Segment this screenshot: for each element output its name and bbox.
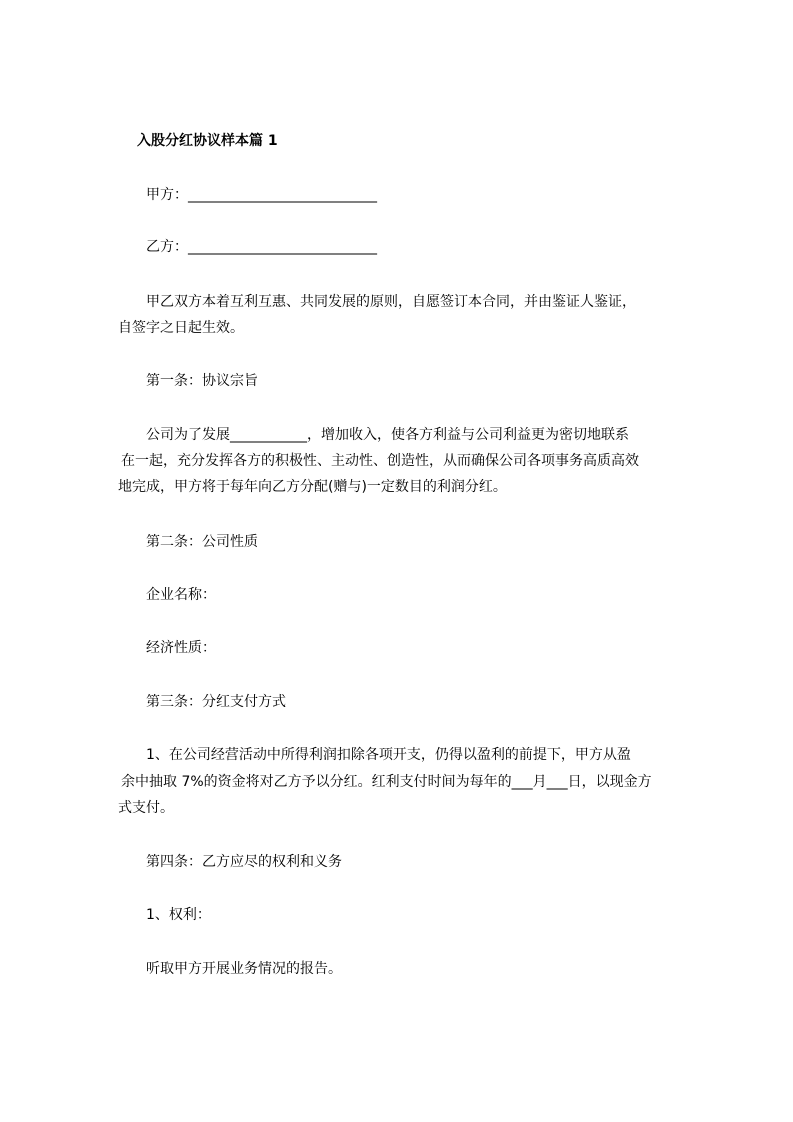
intro-line-1: 甲乙双方本着互利互惠、共同发展的原则，自愿签订本合同，并由鉴证人鉴证，: [146, 294, 636, 310]
article-3-line-3: 式支付。: [118, 800, 174, 816]
document-title: 入股分红协议样本篇 1: [137, 133, 278, 149]
article-1-line-2: 在一起，充分发挥各方的积极性、主动性、创造性，从而确保公司各项事务高质高效: [121, 453, 639, 469]
article-3-line-1: 1、在公司经营活动中所得利润扣除各项开支，仍得以盈利的前提下，甲方从盈: [146, 747, 631, 763]
party-b-line: 乙方：___________________________: [146, 239, 377, 255]
rights-item-1: 听取甲方开展业务情况的报告。: [146, 961, 342, 977]
rights-heading: 1、权利：: [146, 907, 211, 923]
article-4-heading: 第四条：乙方应尽的权利和义务: [146, 854, 342, 870]
intro-line-2: 自签字之日起生效。: [118, 320, 244, 336]
article-1-line-3: 地完成，甲方将于每年向乙方分配(赠与)一定数目的利润分红。: [118, 479, 507, 495]
party-a-line: 甲方：___________________________: [146, 187, 377, 203]
article-1-line-1: 公司为了发展___________，增加收入，使各方利益与公司利益更为密切地联系: [146, 427, 629, 443]
article-3-line-2: 余中抽取 7%的资金将对乙方予以分红。红利支付时间为每年的___月___日，以现金方: [121, 774, 652, 790]
article-1-heading: 第一条：协议宗旨: [146, 373, 258, 389]
article-3-heading: 第三条：分红支付方式: [146, 694, 286, 710]
company-name-label: 企业名称：: [146, 587, 216, 603]
article-2-heading: 第二条：公司性质: [146, 534, 258, 550]
economic-nature-label: 经济性质：: [146, 640, 216, 656]
